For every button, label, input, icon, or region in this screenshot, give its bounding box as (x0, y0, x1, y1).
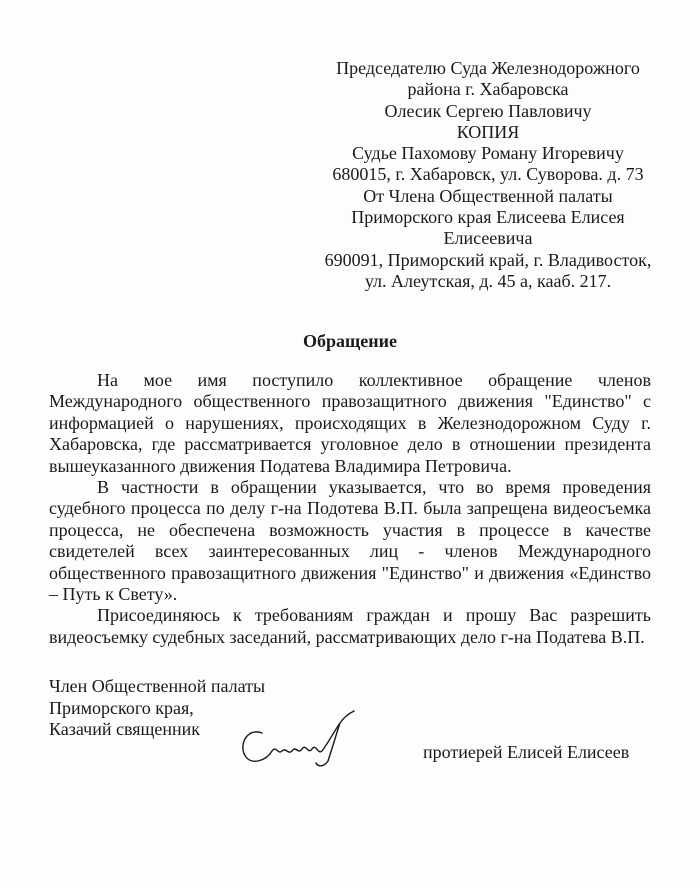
sender-line: Елисеевича (443, 228, 533, 249)
sender-line: Приморского края Елисеева Елисея (351, 207, 625, 228)
signer-title-line: Приморского края, (49, 697, 194, 718)
sender-line: От Члена Общественной палаты (363, 185, 613, 206)
copy-label: КОПИЯ (456, 121, 520, 142)
body-paragraph: Присоединяюсь к требованиям граждан и прошу Вас разрешить видеосъемку судебных заседаний, рассматривающих дело г-на Податева В.П. (49, 605, 651, 647)
signer-title-line: Казачий священник (49, 719, 200, 739)
addressee-line: района г. Хабаровска (407, 79, 569, 100)
addressee-block (318, 58, 658, 292)
addressee-line: Олесик Сергею Павловичу (384, 100, 592, 121)
addressee-line: Председателю Суда Железнодорожного (336, 58, 640, 78)
addressee-line: 680015, г. Хабаровск, ул. Суворова. д. 73 (332, 164, 644, 185)
document-title: Обращение (303, 331, 397, 351)
signer-title-line: Член Общественной палаты (49, 676, 266, 696)
addressee-line: Судье Пахомову Роману Игоревичу (352, 143, 624, 164)
body-paragraph: В частности в обращении указывается, что во время проведения судебного процесса по делу г-на Подотева В.П. была запрещена видеосъемка процесса, не обеспечена возможность участия в процессе в качестве свидетелей всех заинтересованных лиц - членов Международного общественного правозащитного движения "Единство" и движения «Единство – Путь к Свету». (49, 477, 651, 605)
sender-address-line: 690091, Приморский край, г. Владивосток, (324, 249, 652, 270)
document-body (49, 370, 651, 648)
body-paragraph: На мое имя поступило коллективное обращение членов Международного общественного правозащитного движения "Единство" с информацией о нарушениях, происходящих в Железнодорожном Суду г. Хабаровска, где рассматривается уголовное дело в отношении президента вышеуказанного движения Податева Владимира Петровича. (49, 370, 651, 476)
handwritten-signature-icon (232, 705, 382, 775)
sender-address-line: ул. Алеутская, д. 45 а, кааб. 217. (364, 270, 612, 291)
signer-name: протиерей Елисей Елисеев (423, 742, 630, 762)
